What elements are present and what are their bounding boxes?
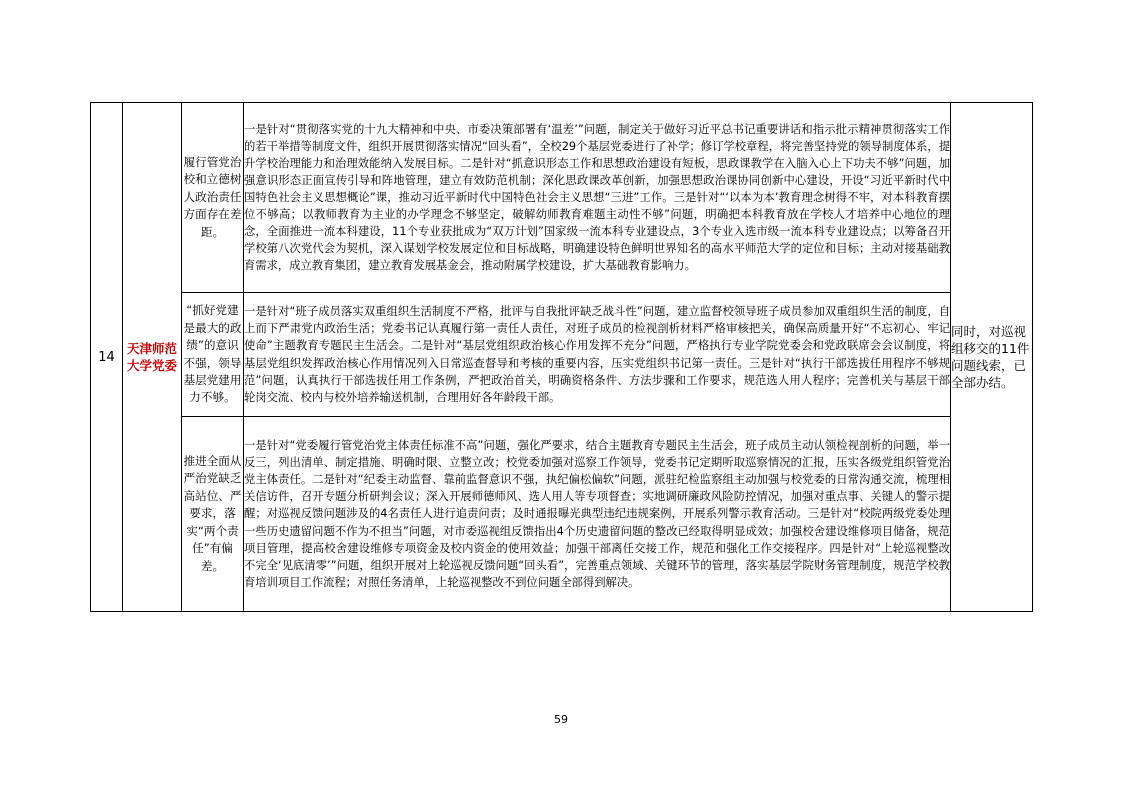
issue-cell: “抓好党建是最大的政绩”的意识不强，领导基层党建用力不够。: [182, 293, 244, 417]
table-row: [91, 293, 1033, 417]
result-cell: 同时，对巡视组移交的11件问题线索，已全部办结。: [951, 103, 1033, 612]
organization-cell: 天津师范大学党委: [123, 103, 182, 612]
measures-cell: 一是针对“贯彻落实党的十九大精神和中央、市委决策部署有‘温差’”问题，制定关于做好习近平总书记重要讲话和指示批示精神贯彻落实工作的若干举措等制度文件，组织开展贯彻落实情况“回头看”，全校29个基层党委进行了补学；修订学校章程，将完善坚持党的领导制度体系，提升学校治理能力和治理效能纳入发展目标。二是针对“抓意识形态工作和思想政治建设有短板，思政课教学在入脑入心上下功夫不够”问题，加强意识形态正面宣传引导和阵地管理，建立有效防范机制；深化思政课改革创新，加强思想政治课协同创新中心建设，开设“习近平新时代中国特色社会主义思想概论”课，推动习近平新时代中国特色社会主义思想“三进”工作。三是针对“‘以本为本’教育理念树得不牢，对本科教育摆位不够高；以教师教育为主业的办学理念不够坚定，破解幼师教育难题主动性不够”问题，明确把本科教育放在学校人才培养中心地位的理念，全面推进一流本科建设，11个专业获批成为“双万计划”国家级一流本科专业建设点，3个专业入选市级一流本科专业建设点；以筹备召开学校第八次党代会为契机，深入谋划学校发展定位和目标战略，明确建设特色鲜明世界知名的高水平师范大学的定位和目标；主动对接基础教育需求，成立教育集团，建立教育发展基金会，推动附属学校建设，扩大基础教育影响力。: [244, 103, 951, 293]
measures-cell: 一是针对“班子成员落实双重组织生活制度不严格，批评与自我批评缺乏战斗性”问题，建立监督校领导班子成员参加双重组织生活的制度，自上而下严肃党内政治生活；党委书记认真履行第一责任人责任，对班子成员的检视剖析材料严格审核把关，确保高质量开好“不忘初心、牢记使命”主题教育专题民主生活会。二是针对“基层党组织政治核心作用发挥不充分”问题，严格执行专业学院党委会和党政联席会会议制度，将基层党组织发挥政治核心作用情况列入日常巡查督导和考核的重要内容，压实党组织书记第一责任。三是针对“执行干部选拔任用程序不够规范”问题，认真执行干部选拔任用工作条例，严把政治首关，明确资格条件、方法步骤和工作要求，规范选人用人程序；完善机关与基层干部轮岗交流、校内与校外培养输送机制，合理用好各年龄段干部。: [244, 293, 951, 417]
rectification-table: [90, 102, 1033, 612]
issue-cell: 履行管党治校和立德树人政治责任方面存在差距。: [182, 103, 244, 293]
table-row: [91, 103, 1033, 293]
page-number: 59: [554, 713, 568, 726]
measures-cell: 一是针对“党委履行管党治党主体责任标准不高”问题，强化严要求，结合主题教育专题民主生活会，班子成员主动认领检视剖析的问题，举一反三，列出清单、制定措施、明确时限、立整立改；校党委加强对巡察工作领导，党委书记定期听取巡察情况的汇报，压实各级党组织管党治党主体责任。二是针对“纪委主动监督、靠前监督意识不强，执纪偏松偏软”问题，派驻纪检监察组主动加强与校党委的日常沟通交流，梳理相关信访件，召开专题分析研判会议；深入开展师德师风、选人用人等专项督查；实地调研廉政风险防控情况，加强对重点事、关键人的警示提醒；对巡视反馈问题涉及的4名责任人进行追责问责；及时通报曝光典型违纪违规案例，开展系列警示教育活动。三是针对“校院两级党委处理一些历史遗留问题不作为不担当”问题，对市委巡视组反馈指出4个历史遗留问题的整改已经取得明显成效；加强校舍建设维修项目储备，规范项目管理，提高校舍建设维修专项资金及校内资金的使用效益；加强干部离任交接工作，规范和强化工作交接程序。四是针对“上轮巡视整改不完全‘见底清零’”问题，组织开展对上轮巡视反馈问题“回头看”，完善重点领域、关键环节的管理，落实基层学院财务管理制度，规范学校教育培训项目工作流程；对照任务清单，上轮巡视整改不到位问题全部得到解决。: [244, 417, 951, 612]
table-row: [91, 417, 1033, 612]
row-number-cell: 14: [91, 103, 123, 612]
issue-cell: 推进全面从严治党缺乏高站位、严要求，落实“两个责任”有偏差。: [182, 417, 244, 612]
